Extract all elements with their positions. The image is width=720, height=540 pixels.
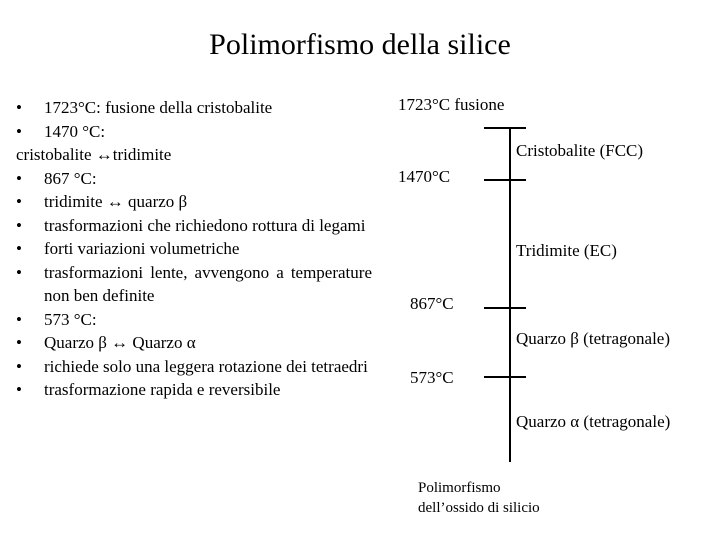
caption-line-1: Polimorfismo	[418, 480, 501, 496]
list-item-text: cristobalite ↔tridimite	[16, 145, 172, 164]
bullet-icon: •	[16, 168, 22, 188]
list-item-text: forti variazioni volumetriche	[44, 239, 240, 258]
list-item-text: 1723°C: fusione della cristobalite	[44, 98, 273, 117]
bullet-icon: •	[16, 192, 22, 211]
list-item-text: 867 °C:	[44, 168, 97, 188]
bullet-icon: •	[16, 356, 22, 376]
list-item-text: trasformazione rapida e reversibile	[44, 380, 281, 399]
tick-867	[484, 307, 526, 309]
temp-label-573: 573°C	[410, 368, 454, 387]
temp-label-867: 867°C	[410, 294, 454, 313]
bullet-icon: •	[16, 239, 22, 258]
list-item-text: trasformazioni lente, avvengono a temperature non ben definite	[44, 262, 372, 305]
bullet-icon: •	[16, 262, 22, 282]
temp-label-1470: 1470°C	[398, 167, 451, 186]
list-item-text: trasformazioni che richiedono rottura di legami	[44, 215, 366, 235]
temp-label-1723: 1723°C fusione	[398, 95, 505, 114]
bullet-icon: •	[16, 121, 22, 141]
caption-line-2: dell’ossido di silicio	[418, 500, 540, 516]
phase-label-quarzo-beta: Quarzo β (tetragonale)	[516, 329, 671, 348]
tick-573	[484, 376, 526, 378]
tick-1723	[484, 127, 526, 129]
page-title: Polimorfismo della silice	[209, 28, 511, 61]
phase-label-cristobalite: Cristobalite (FCC)	[516, 141, 644, 160]
phase-label-tridimite: Tridimite (EC)	[516, 241, 617, 260]
bullet-icon: •	[16, 309, 22, 329]
list-item-text: tridimite ↔ quarzo β	[44, 192, 188, 211]
tick-1470	[484, 179, 526, 181]
bullet-icon: •	[16, 380, 22, 399]
list-item-text: 1470 °C:	[44, 121, 106, 141]
diagram-caption	[418, 478, 540, 518]
phase-label-quarzo-alpha: Quarzo α (tetragonale)	[516, 412, 671, 431]
bullet-icon: •	[16, 215, 22, 235]
list-item-text: 573 °C:	[44, 309, 97, 329]
list-item-text: richiede solo una leggera rotazione dei tetraedri	[44, 356, 368, 376]
list-item-text: Quarzo β ↔ Quarzo α	[44, 333, 196, 352]
bullet-icon: •	[16, 98, 22, 117]
bullet-icon: •	[16, 333, 22, 352]
